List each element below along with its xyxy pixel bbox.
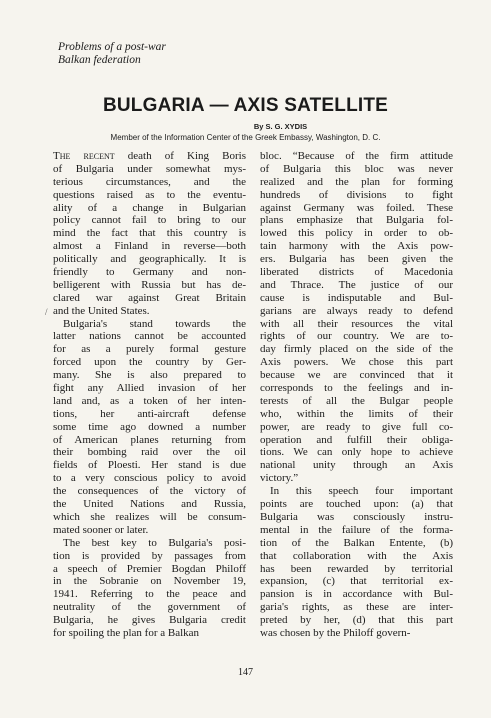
text-line: friendly to Germany and non- — [53, 266, 246, 279]
text-line: the United Nations and Russia, — [53, 498, 246, 511]
text-line: forced upon the country by Ger- — [53, 356, 246, 369]
text-line: and the United States. — [53, 304, 150, 317]
text-line: that collaboration with the Axis — [260, 549, 453, 562]
text-line: tion of the Balkan Entente, (b) — [260, 536, 453, 549]
text-line: latter nations cannot be accounted — [53, 330, 246, 343]
text-line: ers. Bulgaria has been given the — [260, 253, 453, 266]
text-line: rights of our country. We are to- — [260, 330, 453, 343]
margin-mark: / — [45, 307, 48, 317]
text-line: has been rewarded by territorial — [260, 562, 453, 575]
text-line: The best key to Bulgaria's posi- — [63, 536, 246, 549]
text-line: of American planes returning from — [53, 433, 246, 446]
text-line: against Germany was foiled. These — [260, 201, 453, 214]
section-kicker — [58, 41, 166, 67]
text-line: and Thrace. The justice of our — [260, 278, 453, 291]
text-line: corresponds to the feelings and in- — [260, 382, 453, 395]
left-text-column — [53, 150, 246, 640]
text-line: ality of a change in Bulgarian — [53, 201, 246, 214]
text-line: pansion is in accordance with Bul- — [260, 588, 453, 601]
text-line: to a very conscious policy to avoid — [53, 472, 246, 485]
opening-small-caps: The recent — [53, 150, 115, 162]
text-line: realized and the plan for forming — [260, 175, 453, 188]
text-line: was chosen by the Philoff govern- — [260, 626, 411, 639]
text-line: hundreds of divisions to fight — [260, 188, 453, 201]
text-line: the consequences of the victory of — [53, 485, 246, 498]
text-line: tain harmony with the Axis pow- — [260, 240, 453, 253]
text-line: of Bulgaria this bloc was never — [260, 162, 453, 175]
kicker-line-2: Balkan federation — [58, 54, 141, 66]
text-line: some time ago downed a number — [53, 420, 246, 433]
text-line: power, are ready to give full co- — [260, 420, 453, 433]
text-line: The recent death of King Boris — [53, 150, 246, 162]
text-line: which she realizes will be consum- — [53, 510, 246, 523]
text-line: mental in the failure of the forma- — [260, 523, 453, 536]
text-line: a speech of Premier Bogdan Philoff — [53, 562, 246, 575]
text-line: points are touched upon: (a) that — [260, 498, 453, 511]
text-line: for as a purely formal gesture — [53, 343, 246, 356]
text-line: bloc. “Because of the firm attitude — [260, 150, 453, 162]
text-line: land and, as a token of her inten- — [53, 394, 246, 407]
text-line: of Bulgaria under somewhat mys- — [53, 162, 246, 175]
text-line: In this speech four important — [270, 485, 453, 498]
text-line: with all their resources the vital — [260, 317, 453, 330]
text-line: fields of Ploesti. Her stand is due — [53, 459, 246, 472]
article-title: BULGARIA — AXIS SATELLITE — [102, 95, 389, 116]
text-line: garians are always ready to defend — [260, 304, 453, 317]
text-line: expansion, (c) that territorial ex- — [260, 575, 453, 588]
text-line: plans emphasize that Bulgaria fol- — [260, 214, 453, 227]
text-line: many. She is also prepared to — [53, 369, 246, 382]
page-number: 147 — [238, 667, 253, 678]
text-line: 1941. Referring to the peace and — [53, 588, 246, 601]
text-line: tion is provided by passages from — [53, 549, 246, 562]
text-line: fight any Allied invasion of her — [53, 382, 246, 395]
right-text-column — [260, 150, 453, 640]
text-line: Bulgaria was consciously instru- — [260, 510, 453, 523]
text-line: day firmly placed on the side of the — [260, 343, 453, 356]
text-line: cause is indisputable and Bul- — [260, 291, 453, 304]
text-line: because we are convinced that it — [260, 369, 453, 382]
text-line: Bulgaria, he gives Bulgaria credit — [53, 614, 246, 627]
text-line: preted by her, (d) that this part — [260, 614, 453, 627]
text-line: tions. We can only hope to achieve — [260, 446, 453, 459]
text-line: who, within the limits of their — [260, 407, 453, 420]
text-line: almost a Finland in reverse—both — [53, 240, 246, 253]
text-line: questions raised as to the eventu- — [53, 188, 246, 201]
text-line: for spoiling the plan for a Balkan — [53, 626, 200, 639]
article-byline: By S. G. XYDIS — [253, 122, 308, 131]
text-line: mated sooner or later. — [53, 523, 149, 536]
text-line: belligerent with Russia but has de- — [53, 278, 246, 291]
text-line: neutrality of the government of — [53, 601, 246, 614]
text-line: tions, her anti-aircraft defense — [53, 407, 246, 420]
text-line: their bombing raid over the oil — [53, 446, 246, 459]
text-line: policy cannot fail to bring to our — [53, 214, 246, 227]
text-line: Bulgaria's stand towards the — [63, 317, 246, 330]
text-line: clared war against Great Britain — [53, 291, 246, 304]
text-line: politically and geographically. It is — [53, 253, 246, 266]
text-line: operation and fulfill their obliga- — [260, 433, 453, 446]
text-line: in the Sobranie on November 19, — [53, 575, 246, 588]
text-line: national unity through an Axis — [260, 459, 453, 472]
text-line: terious circumstances, and the — [53, 175, 246, 188]
text-line: mind the fact that this country is — [53, 227, 246, 240]
text-line: garia's rights, as these are inter- — [260, 601, 453, 614]
text-line: lowed this policy in order to ob- — [260, 227, 453, 240]
author-affiliation: Member of the Information Center of the Greek Embassy, Washington, D. C. — [110, 133, 381, 142]
text-line: liberated districts of Macedonia — [260, 266, 453, 279]
kicker-line-1: Problems of a post-war — [58, 41, 166, 53]
text-line: victory.” — [260, 472, 299, 485]
text-line: terests of all the Bulgar people — [260, 394, 453, 407]
text-line: Axis powers. We chose this part — [260, 356, 453, 369]
